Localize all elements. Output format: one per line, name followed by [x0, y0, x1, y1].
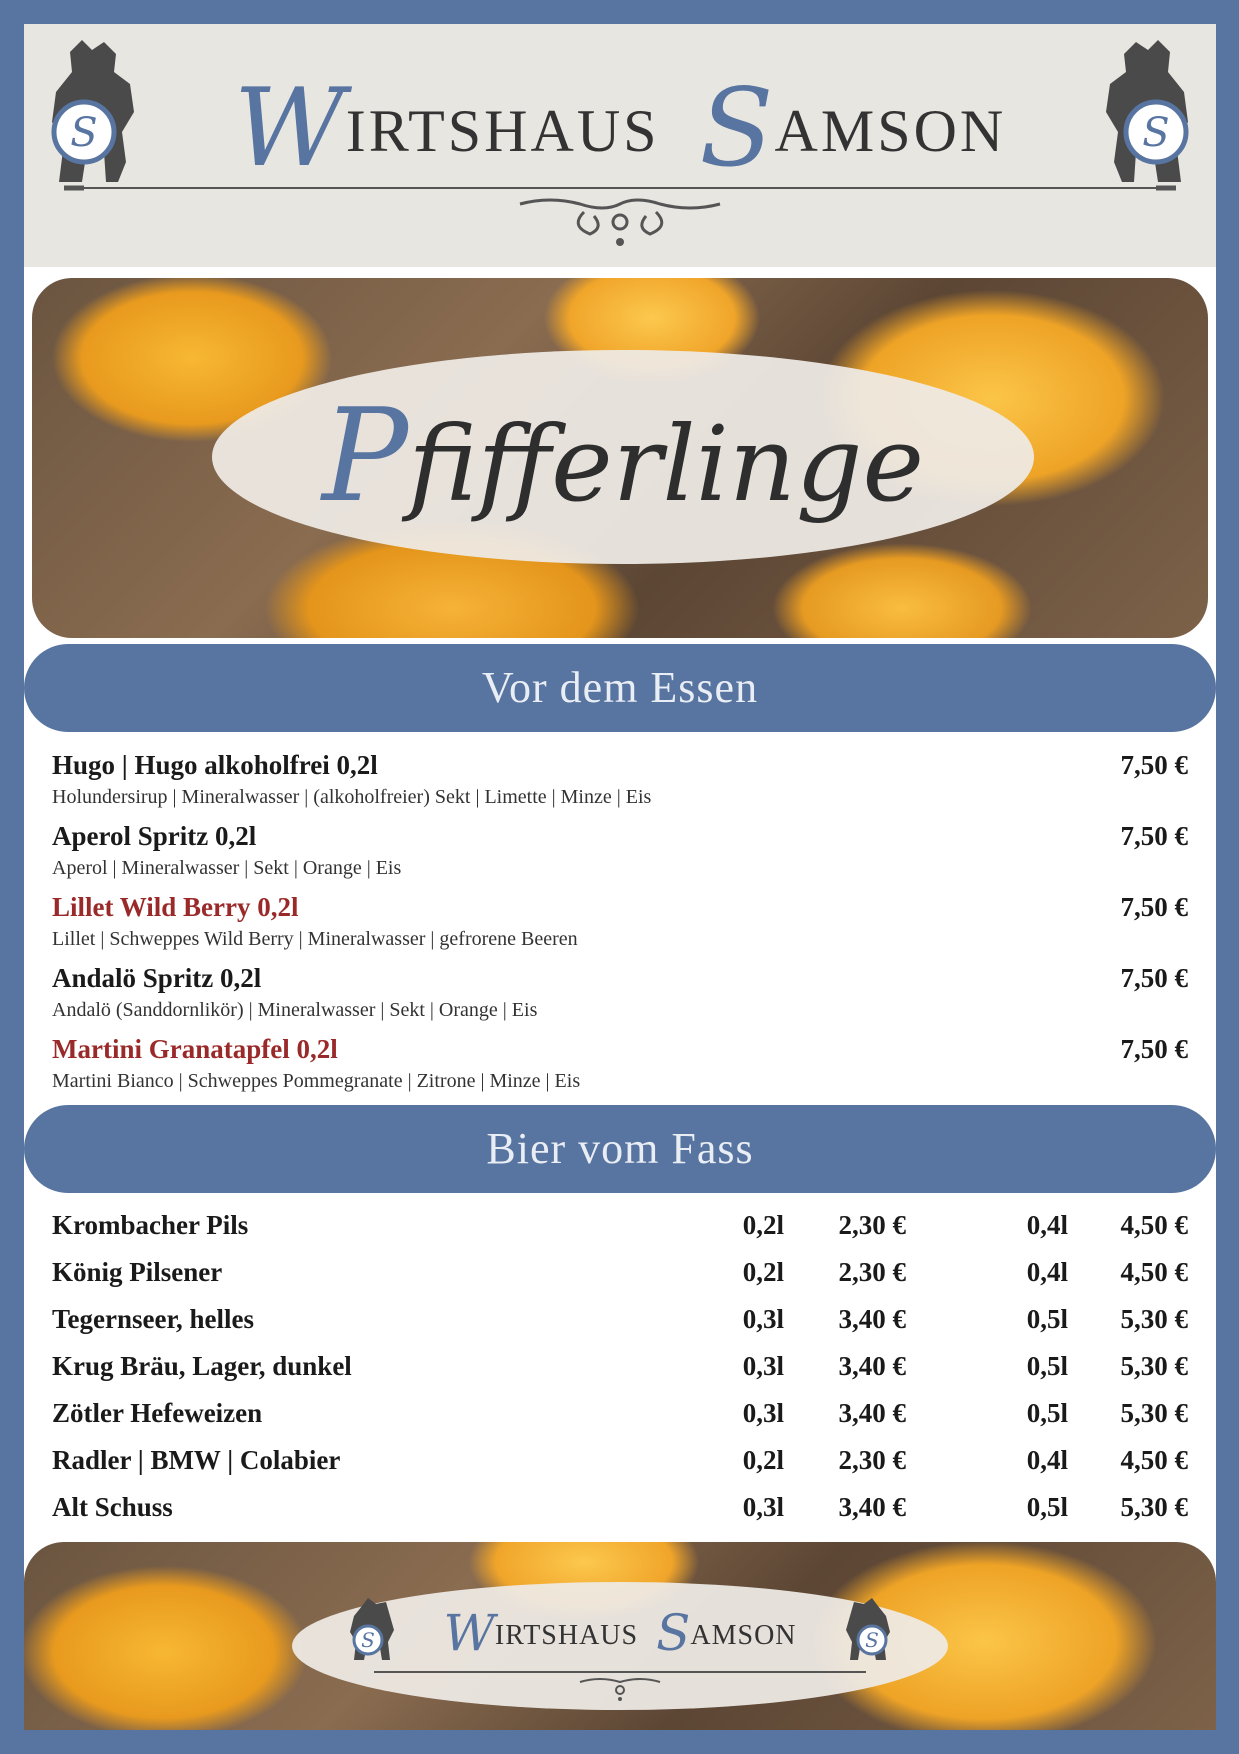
- beer-volume-small: 0,3l: [742, 1351, 784, 1381]
- beer-volume-large: 0,5l: [1026, 1351, 1068, 1381]
- menu-item: [52, 963, 1188, 1033]
- item-name: Martini Granatapfel 0,2l: [52, 1034, 338, 1064]
- item-price: 7,50 €: [1120, 1034, 1188, 1064]
- menu-item: [52, 750, 1188, 820]
- beer-row: [52, 1445, 1188, 1485]
- footer-brand-logo: WIRTSHAUS SAMSON: [443, 1604, 797, 1662]
- header: [24, 24, 1216, 267]
- brand-word2-rest: AMSON: [774, 98, 1007, 164]
- beer-volume-large: 0,5l: [1026, 1304, 1068, 1334]
- item-name: Lillet Wild Berry 0,2l: [52, 892, 299, 922]
- beer-volume-small: 0,3l: [742, 1304, 784, 1334]
- beer-volume-large: 0,4l: [1026, 1257, 1068, 1287]
- section-heading-aperitif: Vor dem Essen: [24, 644, 1216, 732]
- beer-volume-large: 0,5l: [1026, 1492, 1068, 1522]
- beer-volume-large: 0,5l: [1026, 1398, 1068, 1428]
- item-price: 7,50 €: [1120, 750, 1188, 780]
- beer-row: [52, 1398, 1188, 1438]
- beer-price-large: 5,30 €: [1120, 1351, 1188, 1381]
- beer-price-large: 4,50 €: [1120, 1257, 1188, 1287]
- brand-word1-initial: W: [233, 66, 346, 191]
- svg-text:S: S: [361, 1628, 375, 1652]
- beer-price-small: 3,40 €: [838, 1398, 906, 1428]
- item-price: 7,50 €: [1120, 963, 1188, 993]
- beer-volume-large: 0,4l: [1026, 1445, 1068, 1475]
- brand-word1-rest: IRTSHAUS: [345, 98, 660, 164]
- beer-row: [52, 1257, 1188, 1297]
- beer-price-large: 5,30 €: [1120, 1304, 1188, 1334]
- brand-logo: [24, 66, 1216, 191]
- hero-title: Pfifferlinge: [321, 382, 925, 531]
- ornament-divider-icon: [64, 182, 1176, 252]
- beer-price-large: 4,50 €: [1120, 1445, 1188, 1475]
- beer-row: [52, 1492, 1188, 1532]
- beer-row: [52, 1304, 1188, 1344]
- beer-row: [52, 1351, 1188, 1391]
- beer-price-small: 3,40 €: [838, 1351, 906, 1381]
- beer-price-small: 3,40 €: [838, 1304, 906, 1334]
- hero-image: [32, 278, 1208, 638]
- item-description: Holundersirup | Mineralwasser | (alkoholfreier) Sekt | Limette | Minze | Eis: [52, 786, 652, 808]
- item-description: Martini Bianco | Schweppes Pommegranate | Zitrone | Minze | Eis: [52, 1070, 581, 1092]
- beer-name: König Pilsener: [52, 1257, 223, 1287]
- ornament-divider-icon: [374, 1668, 866, 1702]
- menu-item: [52, 821, 1188, 891]
- beer-price-small: 2,30 €: [838, 1257, 906, 1287]
- beer-price-small: 3,40 €: [838, 1492, 906, 1522]
- beer-volume-small: 0,2l: [742, 1257, 784, 1287]
- item-name: Hugo | Hugo alkoholfrei 0,2l: [52, 750, 378, 780]
- beer-volume-large: 0,4l: [1026, 1210, 1068, 1240]
- beer-name: Radler | BMW | Colabier: [52, 1445, 341, 1475]
- item-description: Andalö (Sanddornlikör) | Mineralwasser | Sekt | Orange | Eis: [52, 999, 538, 1021]
- beer-volume-small: 0,3l: [742, 1398, 784, 1428]
- beer-name: Zötler Hefeweizen: [52, 1398, 263, 1428]
- item-description: Aperol | Mineralwasser | Sekt | Orange | Eis: [52, 857, 402, 879]
- footer-image: [24, 1542, 1216, 1730]
- beer-price-small: 2,30 €: [838, 1445, 906, 1475]
- beer-price-large: 4,50 €: [1120, 1210, 1188, 1240]
- svg-text:S: S: [865, 1628, 879, 1652]
- item-description: Lillet | Schweppes Wild Berry | Mineralwasser | gefrorene Beeren: [52, 928, 578, 950]
- beer-name: Krombacher Pils: [52, 1210, 249, 1240]
- section-heading-beer: Bier vom Fass: [24, 1105, 1216, 1193]
- menu-item: [52, 1034, 1188, 1104]
- item-name: Andalö Spritz 0,2l: [52, 963, 262, 993]
- brand-word2-initial: S: [699, 66, 775, 191]
- menu-sheet: [24, 24, 1216, 1730]
- svg-text:S: S: [70, 110, 98, 156]
- menu-item: [52, 892, 1188, 962]
- beer-price-large: 5,30 €: [1120, 1398, 1188, 1428]
- beer-volume-small: 0,3l: [742, 1492, 784, 1522]
- item-name: Aperol Spritz 0,2l: [52, 821, 257, 851]
- beer-name: Krug Bräu, Lager, dunkel: [52, 1351, 352, 1381]
- beer-row: [52, 1210, 1188, 1250]
- item-price: 7,50 €: [1120, 892, 1188, 922]
- beer-volume-small: 0,2l: [742, 1210, 784, 1240]
- beer-name: Alt Schuss: [52, 1492, 173, 1522]
- item-price: 7,50 €: [1120, 821, 1188, 851]
- beer-price-large: 5,30 €: [1120, 1492, 1188, 1522]
- beer-name: Tegernseer, helles: [52, 1304, 254, 1334]
- svg-text:S: S: [1142, 110, 1170, 156]
- beer-price-small: 2,30 €: [838, 1210, 906, 1240]
- beer-volume-small: 0,2l: [742, 1445, 784, 1475]
